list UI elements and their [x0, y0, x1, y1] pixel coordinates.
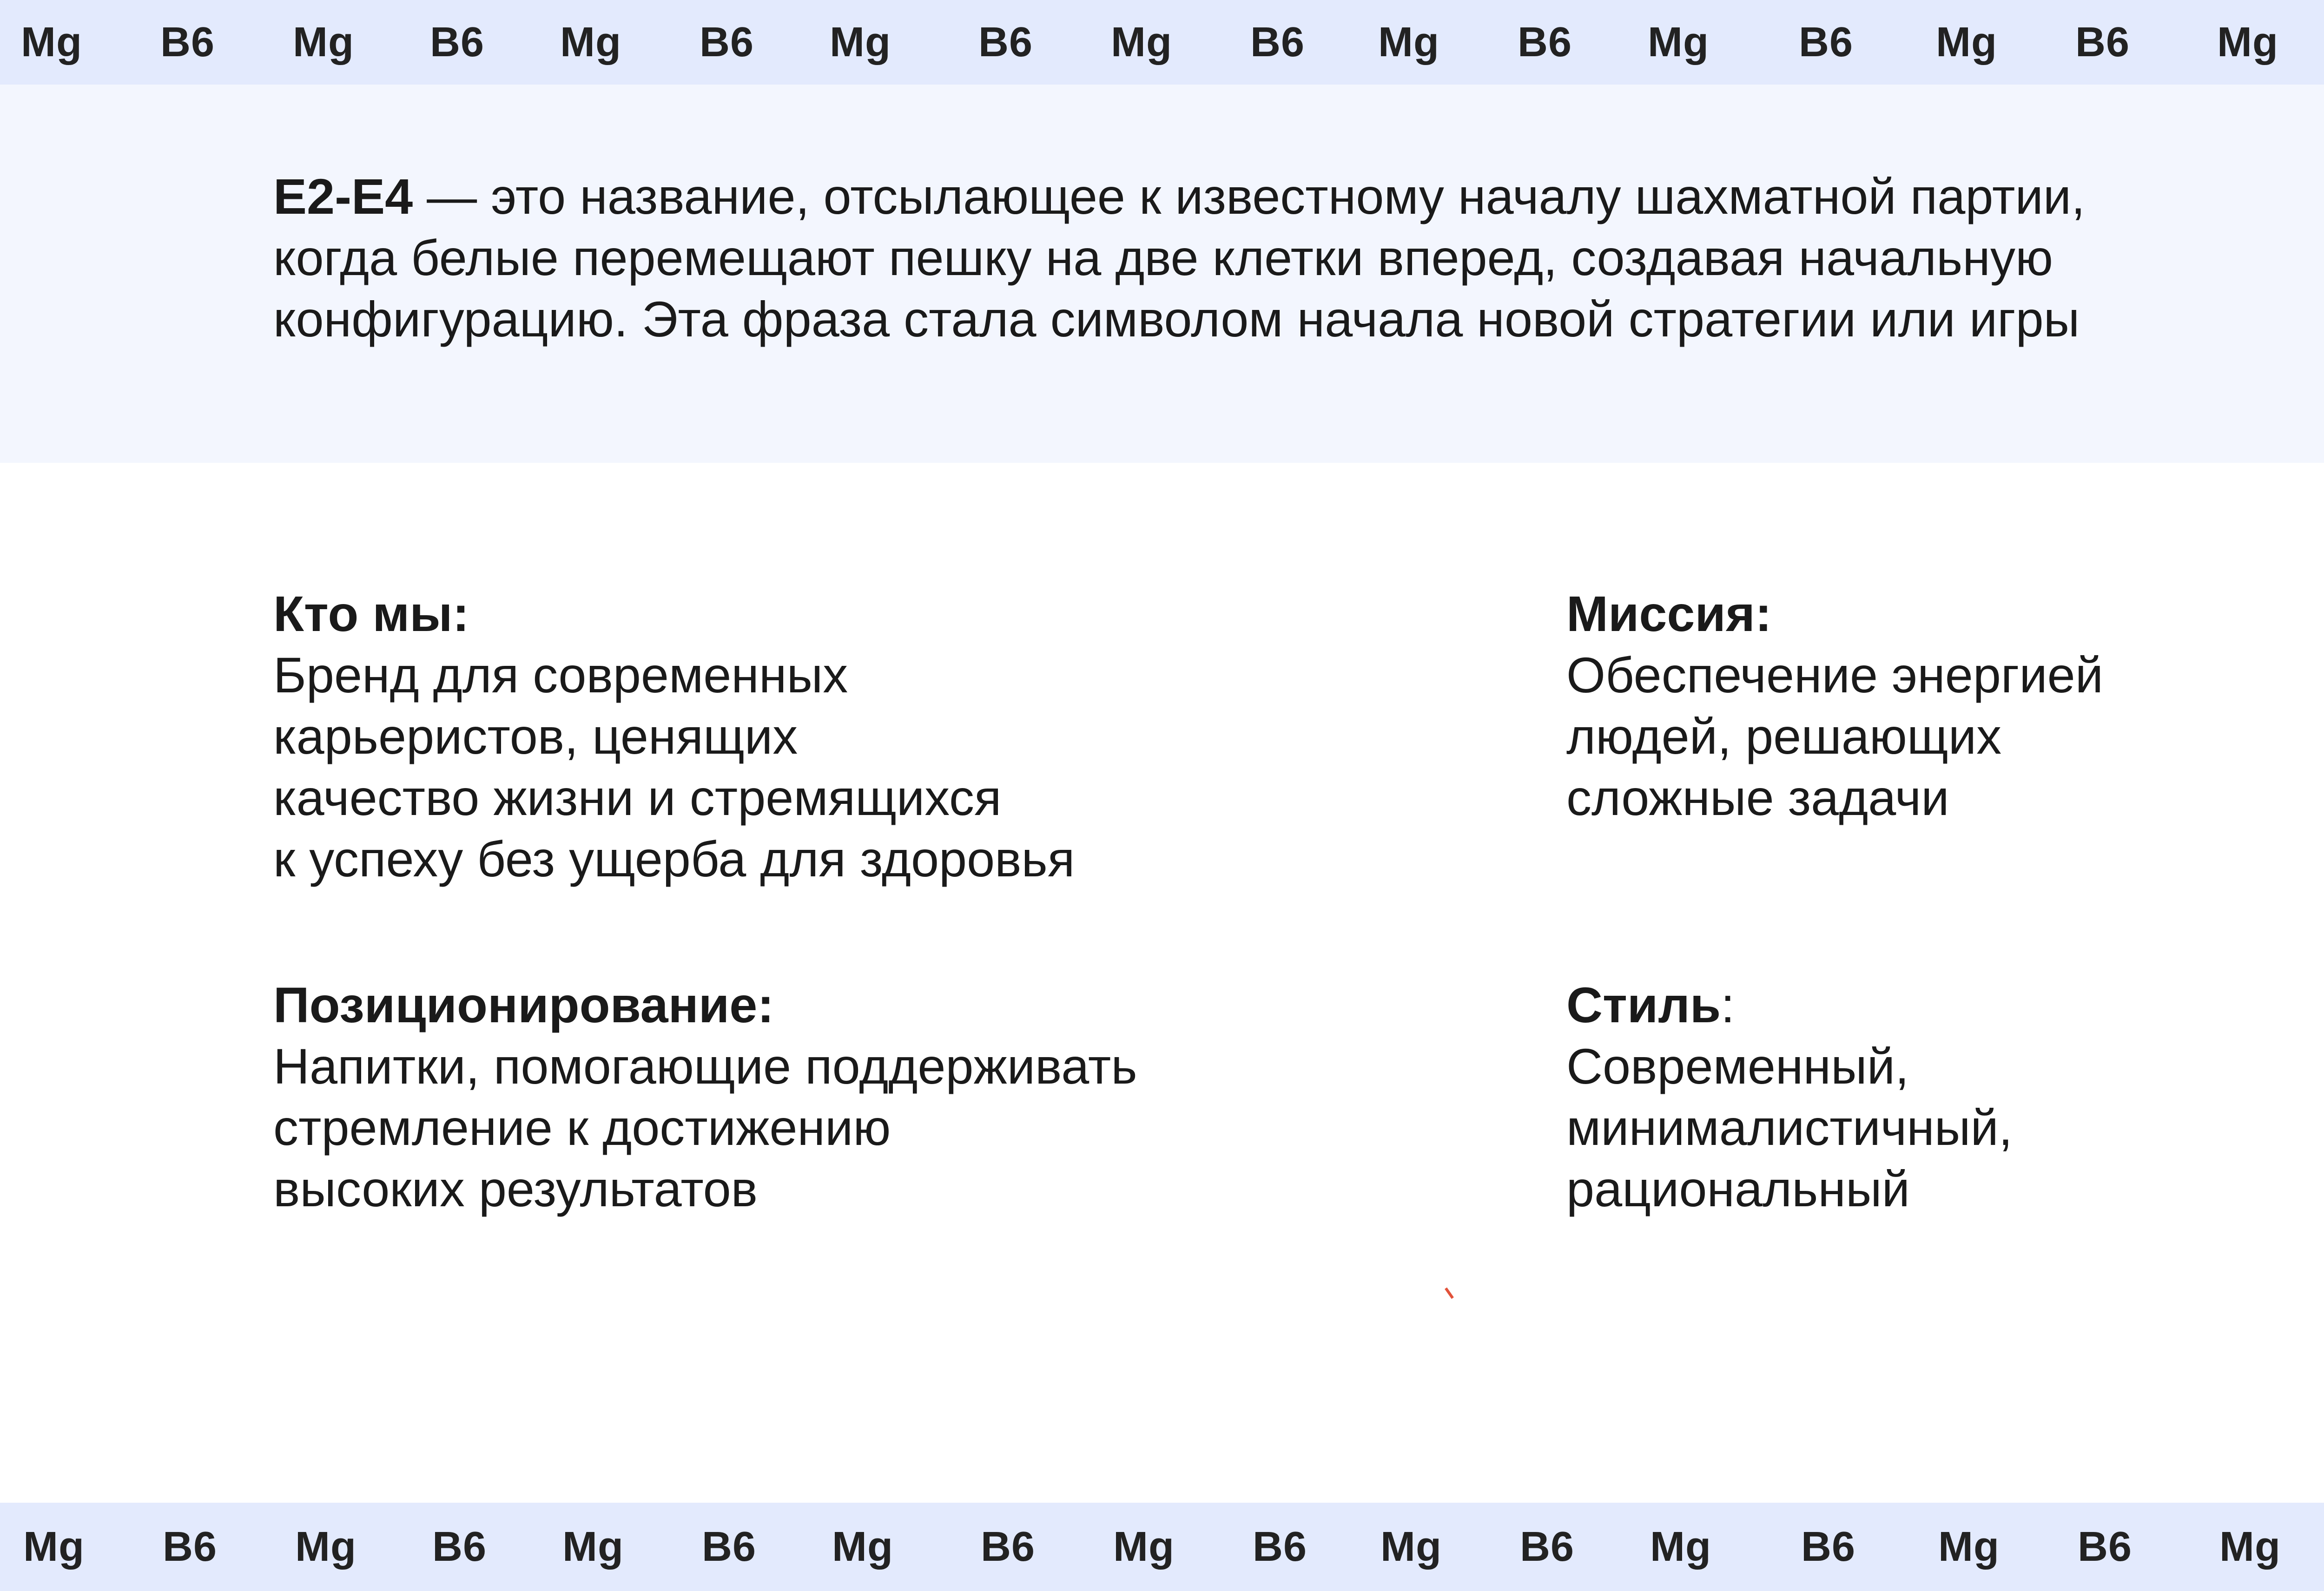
positioning-line: Напитки, помогающие поддерживать	[273, 1038, 1137, 1094]
banner-token: Mg	[562, 1524, 624, 1570]
style-line: минималистичный,	[1566, 1099, 2013, 1156]
intro-line: — это название, отсылающее к известному началу шахматной партии,	[413, 168, 2086, 224]
decorative-mark	[1445, 1288, 1454, 1299]
banner-token: Mg	[1648, 19, 1709, 66]
style-line: Современный,	[1566, 1038, 1909, 1094]
banner-token: B6	[430, 19, 485, 66]
banner-token: Mg	[21, 19, 82, 66]
banner-token: B6	[2078, 1524, 2133, 1570]
positioning-line: высоких результатов	[273, 1161, 758, 1217]
banner-token: Mg	[295, 1524, 357, 1570]
positioning-heading: Позиционирование:	[273, 977, 774, 1033]
style-heading: Стиль	[1566, 977, 1721, 1033]
banner-token: B6	[700, 19, 754, 66]
banner-token: B6	[1520, 1524, 1575, 1570]
banner-token: B6	[981, 1524, 1036, 1570]
banner-token: Mg	[23, 1524, 85, 1570]
who-heading: Кто мы:	[273, 585, 469, 642]
banner-token: Mg	[2219, 1524, 2281, 1570]
mission-heading: Миссия:	[1566, 585, 1772, 642]
banner-token: B6	[1801, 1524, 1856, 1570]
banner-token: B6	[1253, 1524, 1307, 1570]
who-line: Бренд для современных	[273, 647, 848, 703]
intro-line: конфигурацию. Эта фраза стала символом начала новой стратегии или игры	[273, 291, 2080, 347]
positioning-line: стремление к достижению	[273, 1099, 891, 1156]
banner-token: Mg	[1113, 1524, 1175, 1570]
banner-token: B6	[978, 19, 1033, 66]
intro-term: E2-E4	[273, 168, 413, 224]
banner-token: B6	[702, 1524, 757, 1570]
intro-line: когда белые перемещают пешку на две клетки вперед, создавая начальную	[273, 230, 2053, 286]
banner-token: Mg	[1936, 19, 1997, 66]
banner-token: Mg	[1378, 19, 1439, 66]
banner-token: Mg	[832, 1524, 893, 1570]
bottom-banner-strip	[0, 1503, 2324, 1591]
intro-paragraph	[273, 166, 2324, 350]
who-line: карьеристов, ценящих	[273, 708, 798, 764]
banner-token: B6	[2075, 19, 2130, 66]
who-line: качество жизни и стремящихся	[273, 769, 1002, 826]
banner-token: Mg	[293, 19, 354, 66]
banner-token: Mg	[2217, 19, 2278, 66]
banner-token: B6	[160, 19, 215, 66]
banner-token: Mg	[1650, 1524, 1711, 1570]
who-we-are-block	[273, 583, 1075, 890]
style-line: рациональный	[1566, 1161, 1910, 1217]
positioning-block	[273, 974, 1137, 1220]
banner-token: Mg	[1938, 1524, 2000, 1570]
top-banner-strip	[0, 0, 2324, 85]
who-line: к успеху без ущерба для здоровья	[273, 831, 1075, 887]
banner-token: Mg	[560, 19, 621, 66]
banner-token: Mg	[1380, 1524, 1442, 1570]
mission-line: людей, решающих	[1566, 708, 2002, 764]
banner-token: B6	[432, 1524, 487, 1570]
mission-line: Обеспечение энергией	[1566, 647, 2104, 703]
style-heading-row	[1566, 974, 2013, 1036]
mission-block	[1566, 583, 2103, 828]
mission-line: сложные задачи	[1566, 769, 1949, 826]
style-block	[1566, 974, 2013, 1220]
banner-token: B6	[1518, 19, 1572, 66]
intro-section	[0, 85, 2324, 463]
banner-token: B6	[163, 1524, 218, 1570]
banner-token: Mg	[830, 19, 891, 66]
banner-token: B6	[1799, 19, 1854, 66]
banner-token: Mg	[1111, 19, 1172, 66]
banner-token: B6	[1250, 19, 1305, 66]
style-colon: :	[1721, 977, 1735, 1033]
